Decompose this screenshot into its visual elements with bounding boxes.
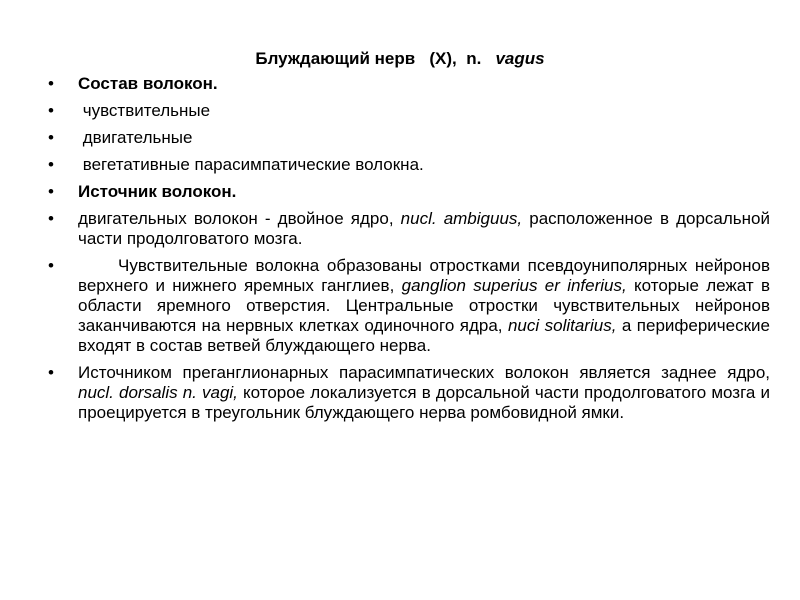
item-text (78, 128, 770, 148)
item-text (78, 155, 770, 175)
list-item (48, 209, 770, 249)
text-run: Источник волокон. (78, 182, 237, 201)
text-run: которые лежат в области яремного отверстия. Центральные отростки чувствительных нейронов заканчиваются на нервных клетках одиночного ядра, (78, 276, 770, 335)
latin-term: ganglion superius er inferius, (401, 276, 627, 295)
text-run: вегетативные парасимпатические волокна. (78, 155, 424, 174)
text-run: Чувствительные волокна образованы отростками псевдоуниполярных нейронов верхнего и нижнего яремных ганглиев, (78, 256, 770, 295)
latin-term: nucl. dorsalis n. vagi, (78, 383, 238, 402)
text-run: расположенное в дорсальной части продолговатого мозга. (78, 209, 770, 248)
list-item (48, 128, 770, 148)
item-text (78, 256, 770, 356)
title-latin: vagus (495, 49, 545, 68)
list-item (48, 155, 770, 175)
text-run: двигательные (78, 128, 193, 147)
bullet-icon: • (48, 74, 54, 93)
item-text (78, 74, 770, 94)
slide-title (0, 48, 800, 70)
bullet-icon: • (48, 155, 54, 174)
list-item (48, 74, 770, 94)
bullet-list (48, 74, 770, 430)
latin-term: nuci solitarius, (507, 316, 617, 335)
item-text (78, 363, 770, 423)
item-text (78, 209, 770, 249)
list-item (48, 101, 770, 121)
text-run: Состав волокон. (78, 74, 218, 93)
bullet-icon: • (48, 182, 54, 201)
item-text (78, 101, 770, 121)
bullet-icon: • (48, 209, 54, 228)
list-item (48, 182, 770, 202)
title-text: Блуждающий нерв (X), n. (255, 49, 496, 68)
list-item (48, 363, 770, 423)
text-run: двигательных волокон - двойное ядро, (78, 209, 401, 228)
latin-term: nucl. ambiguus, (400, 209, 523, 228)
text-run: а периферические входят в состав ветвей блуждающего нерва. (78, 316, 770, 355)
text-run: Источником преганглионарных парасимпатических волокон является заднее ядро, (78, 363, 770, 382)
item-text (78, 182, 770, 202)
bullet-icon: • (48, 256, 54, 275)
bullet-icon: • (48, 101, 54, 120)
bullet-icon: • (48, 128, 54, 147)
text-run: которое локализуется в дорсальной части продолговатого мозга и проецируется в треугольник блуждающего нерва ромбовидной ямки. (78, 383, 770, 422)
list-item (48, 256, 770, 356)
bullet-icon: • (48, 363, 54, 382)
text-run: чувствительные (78, 101, 211, 120)
